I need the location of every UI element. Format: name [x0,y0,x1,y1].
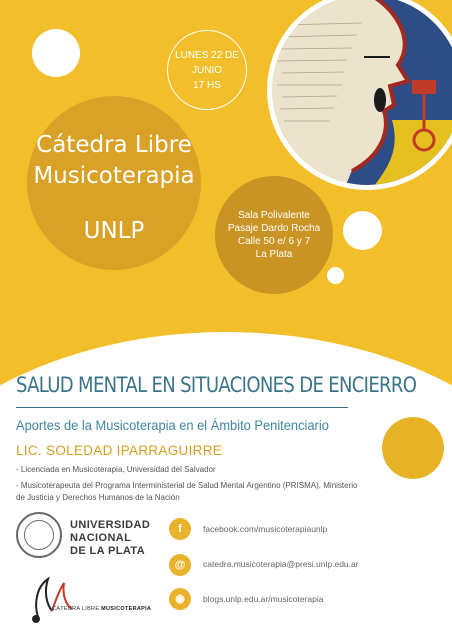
catedra-name: MUSICOTERAPIA [101,606,152,612]
at-icon[interactable]: @ [169,554,191,576]
university-line: UNIVERSIDAD [70,519,151,531]
university-seal-icon [16,512,62,558]
speaker-name: LIC. SOLEDAD IPARRAGUIRRE [16,443,223,458]
university-name [70,519,150,558]
catedra-logo-icon [16,575,146,625]
artwork-image [267,0,452,190]
talk-title: SALUD MENTAL EN SITUACIONES DE ENCIERRO [16,373,417,397]
date-text: LUNES 22 DE JUNIO [175,50,239,76]
decorative-circle [327,267,344,284]
rss-icon[interactable]: ◉ [169,588,191,610]
venue-line: Sala Polivalente [238,210,310,221]
event-title [27,130,201,192]
title-line-2: Musicoterapia [33,163,195,189]
venue-info [215,209,333,261]
facebook-icon[interactable]: f [169,518,191,540]
university-line: DE LA PLATA [70,545,146,557]
speaker-bio [16,464,361,508]
facebook-link[interactable]: facebook.com/musicoterapiaunlp [203,524,328,534]
bio-line: - Licenciada en Musicoterapia, Universidad del Salvador [16,465,216,474]
organization-name: UNLP [83,218,145,244]
time-text: 17 HS [193,80,221,91]
catedra-prefix: CÁTEDRA LIBRE [52,606,100,612]
divider [16,407,348,408]
blog-link[interactable]: blogs.unlp.edu.ar/musicoterapia [203,594,324,604]
venue-line: Calle 50 e/ 6 y 7 [237,236,311,247]
talk-subtitle: Aportes de la Musicoterapia en el Ámbito Penitenciario [16,417,329,433]
decorative-circle [343,211,382,250]
decorative-circle [382,417,444,479]
event-date [167,48,247,93]
venue-line: Pasaje Dardo Rocha [227,223,321,234]
university-line: NACIONAL [70,532,132,544]
email-link[interactable]: catedra.musicoterapia@presi.unlp.edu.ar [203,559,359,569]
venue-line: La Plata [255,249,293,260]
catedra-label [52,606,151,612]
decorative-circle [32,29,80,77]
seal-inner-ring [24,520,54,550]
title-line-1: Cátedra Libre [36,132,192,158]
bio-line: - Musicoterapeuta del Programa Interministerial de Salud Mental Argentino (PRISMA), Ministerio de Justicia y Derechos Humanos de la Nación [16,481,358,502]
